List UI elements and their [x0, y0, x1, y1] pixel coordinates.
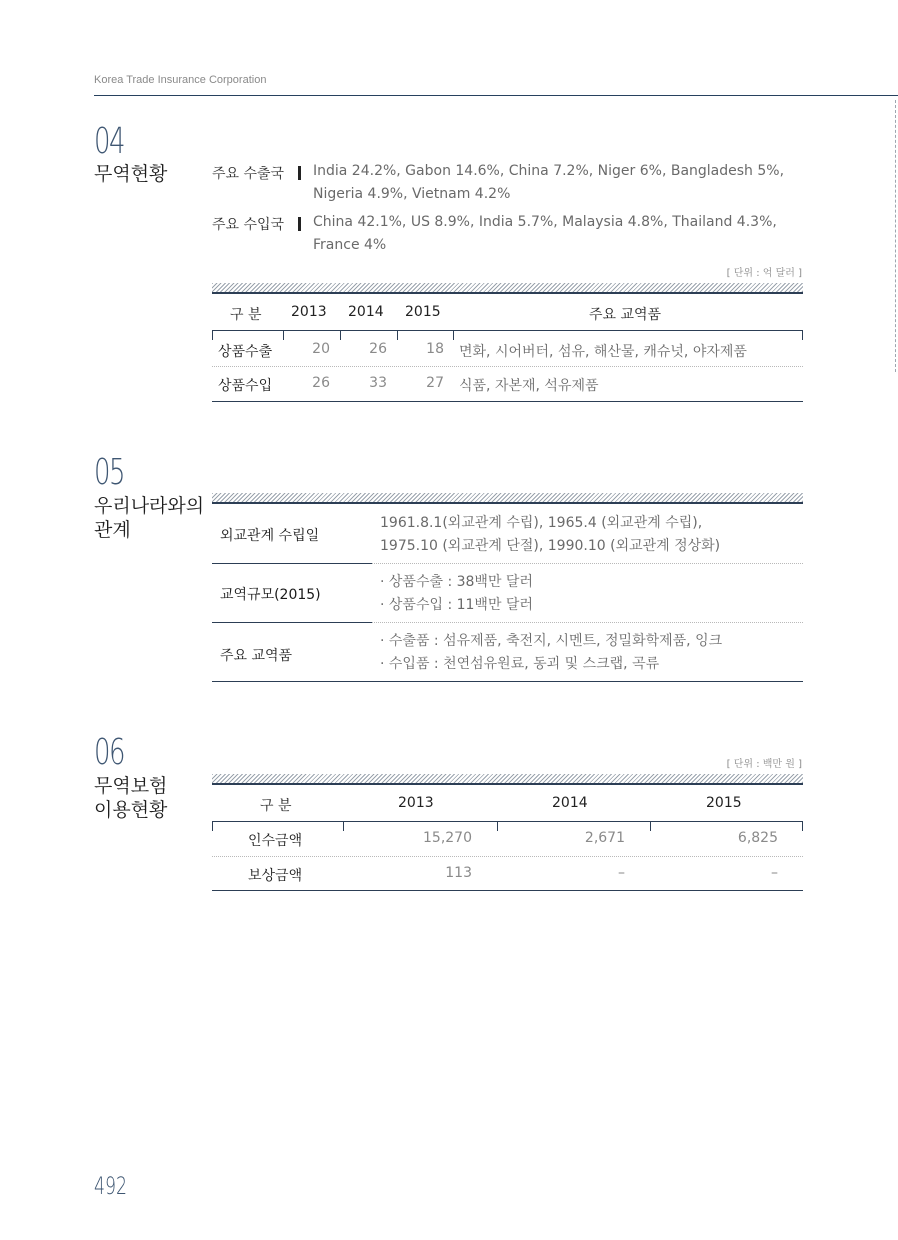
- s06-table-bottom-rule: [212, 890, 803, 891]
- section-05-title-line-1: 우리나라와의: [94, 495, 205, 517]
- section-06-title: [94, 774, 167, 822]
- s06-row2-2014: –: [618, 865, 625, 881]
- main-import-countries: [212, 214, 804, 257]
- s04-row1-2014: 26: [369, 341, 387, 357]
- s05-row1-line-1: 1961.8.1(외교관계 수립), 1965.4 (외교관계 수립),: [380, 515, 703, 531]
- s04-row2-label: 상품수입: [218, 378, 273, 394]
- header-org-name: Korea Trade Insurance Corporation: [94, 74, 267, 86]
- s04-header-category: 구 분: [230, 307, 262, 323]
- import-label: 주요 수입국: [212, 217, 285, 233]
- s06-row1-2013: 15,270: [423, 830, 472, 846]
- s05-row-divider: [372, 622, 803, 623]
- section-04-title: 무역현황: [94, 163, 168, 185]
- s06-header-2015: 2015: [706, 795, 742, 811]
- s05-row2-label: 교역규모(2015): [220, 587, 321, 603]
- header-divider: [94, 95, 898, 96]
- column-tick: [212, 821, 213, 831]
- s04-table-bottom-rule: [212, 401, 803, 402]
- export-line-2: Nigeria 4.9%, Vietnam 4.2%: [313, 186, 511, 202]
- s06-table-top-rule: [212, 774, 803, 785]
- s05-row-divider: [372, 563, 803, 564]
- s04-row1-label: 상품수출: [218, 344, 273, 360]
- s06-header-category: 구 분: [260, 798, 292, 814]
- import-line-1: China 42.1%, US 8.9%, India 5.7%, Malaysia 4.8%, Thailand 4.3%,: [313, 214, 777, 230]
- column-tick: [397, 330, 398, 340]
- s05-row3-text: [380, 630, 722, 676]
- s06-row1-2015: 6,825: [737, 830, 778, 846]
- s04-row2-2014: 33: [369, 375, 387, 391]
- label-bar: [298, 166, 301, 180]
- s04-row1-2013: 20: [312, 341, 330, 357]
- s04-row2-2013: 26: [312, 375, 330, 391]
- s05-row2-text: [380, 571, 533, 617]
- section-06-number: 06: [94, 732, 125, 773]
- column-tick: [212, 330, 213, 340]
- s05-row-divider: [212, 563, 372, 564]
- s04-row2-2015: 27: [426, 375, 444, 391]
- s05-table-bottom-rule: [212, 681, 803, 682]
- s06-header-2013: 2013: [398, 795, 434, 811]
- import-line-2: France 4%: [313, 237, 387, 253]
- s06-row2-2015: –: [771, 865, 778, 881]
- section-05-number: 05: [94, 452, 125, 493]
- s05-row2-line-2: · 상품수입 : 11백만 달러: [380, 597, 533, 613]
- export-label: 주요 수출국: [212, 166, 285, 182]
- column-tick: [802, 330, 803, 340]
- main-export-countries: [212, 163, 804, 206]
- section-04-number: 04: [94, 121, 125, 162]
- s04-row2-items: 식품, 자본재, 석유제품: [459, 378, 599, 394]
- s05-row-divider: [212, 622, 372, 623]
- import-values: [313, 211, 804, 257]
- s04-unit-note: [ 단위 : 억 달러 ]: [726, 268, 802, 279]
- s04-row1-2015: 18: [426, 341, 444, 357]
- s04-header-2013: 2013: [291, 304, 327, 320]
- s05-row1-label: 외교관계 수립일: [220, 528, 320, 544]
- export-values: [313, 160, 804, 206]
- s04-table-top-rule: [212, 283, 803, 294]
- s05-table-top-rule: [212, 493, 803, 504]
- column-tick: [802, 821, 803, 831]
- section-06-title-line-1: 무역보험: [94, 775, 168, 797]
- s06-header-rule: [212, 821, 803, 822]
- s06-row1-2014: 2,671: [584, 830, 625, 846]
- s06-unit-note: [ 단위 : 백만 원 ]: [726, 759, 802, 770]
- s04-header-rule: [212, 330, 803, 331]
- column-tick: [650, 821, 651, 831]
- s05-row3-line-1: · 수출품 : 섬유제품, 축전지, 시멘트, 정밀화학제품, 잉크: [380, 633, 723, 649]
- column-tick: [283, 330, 284, 340]
- column-tick: [453, 330, 454, 340]
- s06-row-divider: [212, 856, 803, 857]
- export-line-1: India 24.2%, Gabon 14.6%, China 7.2%, Niger 6%, Bangladesh 5%,: [313, 163, 785, 179]
- side-dotted-line: [895, 100, 896, 372]
- section-05-title-line-2: 관계: [94, 519, 131, 541]
- s06-row2-label: 보상금액: [248, 868, 303, 884]
- s04-header-2014: 2014: [348, 304, 384, 320]
- s04-row-divider: [212, 366, 803, 367]
- column-tick: [497, 821, 498, 831]
- s04-row1-items: 면화, 시어버터, 섬유, 해산물, 캐슈넛, 야자제품: [459, 344, 747, 360]
- s05-row3-label: 주요 교역품: [220, 648, 293, 664]
- page-number: 492: [94, 1172, 127, 1200]
- s05-row2-line-1: · 상품수출 : 38백만 달러: [380, 574, 533, 590]
- label-bar: [298, 217, 301, 231]
- s05-row1-line-2: 1975.10 (외교관계 단절), 1990.10 (외교관계 정상화): [380, 538, 721, 554]
- section-06-title-line-2: 이용현황: [94, 799, 168, 821]
- s05-row1-text: [380, 512, 720, 558]
- s04-header-2015: 2015: [405, 304, 441, 320]
- column-tick: [343, 821, 344, 831]
- s05-row3-line-2: · 수입품 : 천연섬유원료, 동괴 및 스크랩, 곡류: [380, 656, 660, 672]
- s06-header-2014: 2014: [552, 795, 588, 811]
- s06-row2-2013: 113: [445, 865, 472, 881]
- s04-header-items: 주요 교역품: [589, 307, 662, 323]
- column-tick: [340, 330, 341, 340]
- s06-row1-label: 인수금액: [248, 833, 303, 849]
- section-05-title: [94, 494, 204, 542]
